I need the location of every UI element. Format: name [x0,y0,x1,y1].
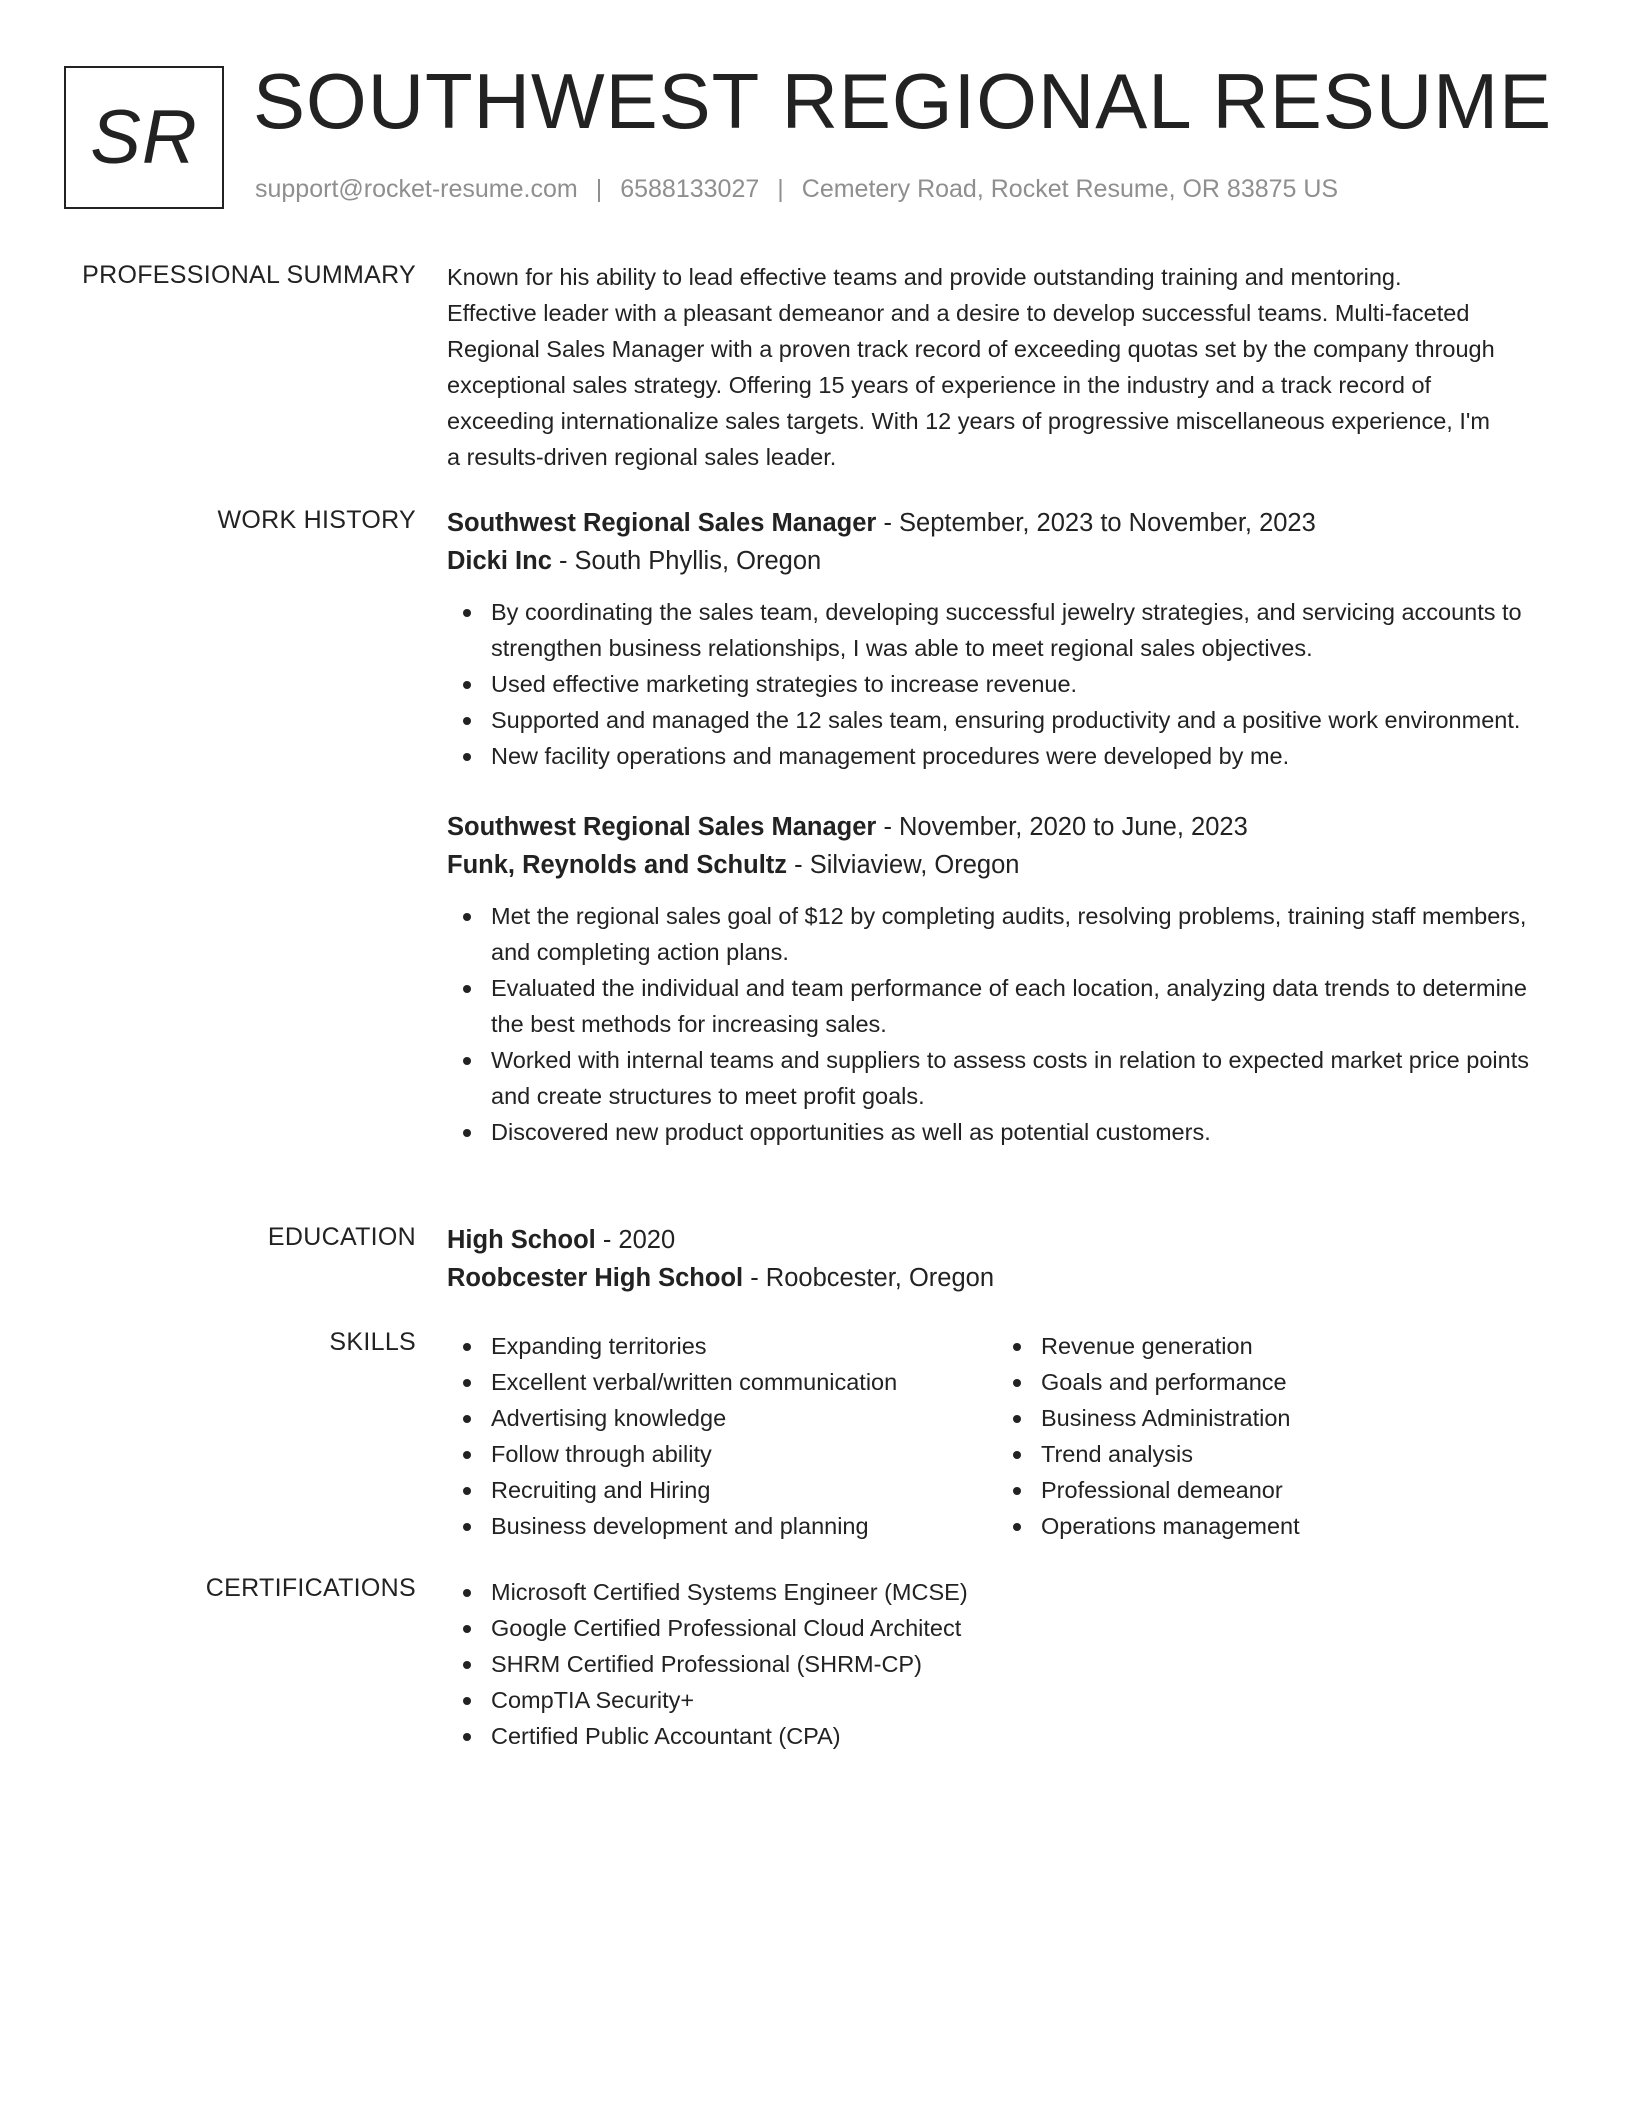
work-history-body [447,504,1562,1184]
job-bullet: Used effective marketing strategies to increase revenue. [447,666,1562,702]
skill-item: Professional demeanor [997,1472,1547,1508]
skill-item: Business development and planning [447,1508,997,1544]
certification-item: Certified Public Accountant (CPA) [447,1718,1562,1754]
summary-line: a results-driven regional sales leader. [447,444,837,470]
education-body [447,1221,1562,1297]
contact-phone: 6588133027 [620,175,760,203]
summary-line: Effective leader with a pleasant demeanor and a desire to develop successful teams. Multi-faceted [447,300,1470,326]
skill-item: Revenue generation [997,1328,1547,1364]
section-title-certifications: CERTIFICATIONS [205,1574,416,1602]
education-degree: High School [447,1226,596,1254]
contact-separator: | [595,175,603,203]
certification-item: SHRM Certified Professional (SHRM-CP) [447,1646,1562,1682]
job-bullet: Discovered new product opportunities as well as potential customers. [447,1114,1562,1150]
skill-item: Expanding territories [447,1328,997,1364]
job-company-line [447,846,1562,884]
skills-list-left [447,1328,997,1544]
skills-column-right [997,1328,1547,1544]
certifications-list [447,1574,1562,1754]
section-title-work-history: WORK HISTORY [217,506,416,534]
skill-item: Advertising knowledge [447,1400,997,1436]
job-company-line [447,542,1562,580]
summary-text [447,259,1562,475]
skills-body [447,1328,1562,1544]
certifications-body [447,1574,1562,1754]
summary-line: Known for his ability to lead effective teams and provide outstanding training and mentoring. [447,264,1402,290]
monogram-box [64,66,224,209]
job-position: Southwest Regional Sales Manager [447,509,877,537]
job-bullet: Evaluated the individual and team performance of each location, analyzing data trends to determine the best methods for increasing sales. [447,970,1562,1042]
skill-item: Excellent verbal/written communication [447,1364,997,1400]
contact-separator: | [777,175,784,203]
job-entry [447,504,1562,774]
skills-column-left [447,1328,997,1544]
education-degree-line [447,1221,1562,1259]
job-location: - South Phyllis, Oregon [551,547,822,575]
section-title-skills: SKILLS [329,1328,416,1356]
job-dates: - September, 2023 to November, 2023 [876,509,1316,537]
skill-item: Trend analysis [997,1436,1547,1472]
skill-item: Follow through ability [447,1436,997,1472]
job-entry [447,808,1562,1150]
contact-email: support@rocket-resume.com [255,175,578,203]
skill-item: Goals and performance [997,1364,1547,1400]
job-position: Southwest Regional Sales Manager [447,813,877,841]
certification-item: Microsoft Certified Systems Engineer (MCSE) [447,1574,1562,1610]
job-title-line [447,808,1562,846]
certification-item: Google Certified Professional Cloud Architect [447,1610,1562,1646]
summary-line: exceptional sales strategy. Offering 15 years of experience in the industry and a track record of [447,372,1432,398]
education-year: - 2020 [595,1226,676,1254]
summary-line: exceeding internationalize sales targets. With 12 years of progressive miscellaneous experience, I'm [447,408,1490,434]
contact-address: Cemetery Road, Rocket Resume, OR 83875 US [801,175,1339,203]
job-company: Dicki Inc [447,547,552,575]
section-title-summary: PROFESSIONAL SUMMARY [82,261,416,289]
job-bullet: Met the regional sales goal of $12 by completing audits, resolving problems, training staff members, and completing action plans. [447,898,1562,970]
section-title-education: EDUCATION [267,1223,416,1251]
education-school: Roobcester High School [447,1264,744,1292]
skill-item: Operations management [997,1508,1547,1544]
skill-item: Business Administration [997,1400,1547,1436]
job-bullet: By coordinating the sales team, developing successful jewelry strategies, and servicing accounts to strengthen business relationships, I was able to meet regional sales objectives. [447,594,1562,666]
education-school-line [447,1259,1562,1297]
job-bullet: Supported and managed the 12 sales team, ensuring productivity and a positive work environment. [447,702,1562,738]
job-location: - Silviaview, Oregon [787,851,1020,879]
job-bullets [447,898,1562,1150]
resume-name: SOUTHWEST REGIONAL RESUME [253,57,1553,145]
job-dates: - November, 2020 to June, 2023 [876,813,1248,841]
job-title-line [447,504,1562,542]
summary-line: Regional Sales Manager with a proven track record of exceeding quotas set by the company through [447,336,1495,362]
job-bullet: Worked with internal teams and suppliers to assess costs in relation to expected market price points and create structures to meet profit goals. [447,1042,1562,1114]
job-company: Funk, Reynolds and Schultz [447,851,788,879]
skill-item: Recruiting and Hiring [447,1472,997,1508]
certification-item: CompTIA Security+ [447,1682,1562,1718]
job-bullets [447,594,1562,774]
skills-list-right [997,1328,1547,1544]
contact-line [255,175,1338,204]
education-location: - Roobcester, Oregon [743,1264,995,1292]
job-bullet: New facility operations and management procedures were developed by me. [447,738,1562,774]
monogram-initials: SR [90,95,198,180]
